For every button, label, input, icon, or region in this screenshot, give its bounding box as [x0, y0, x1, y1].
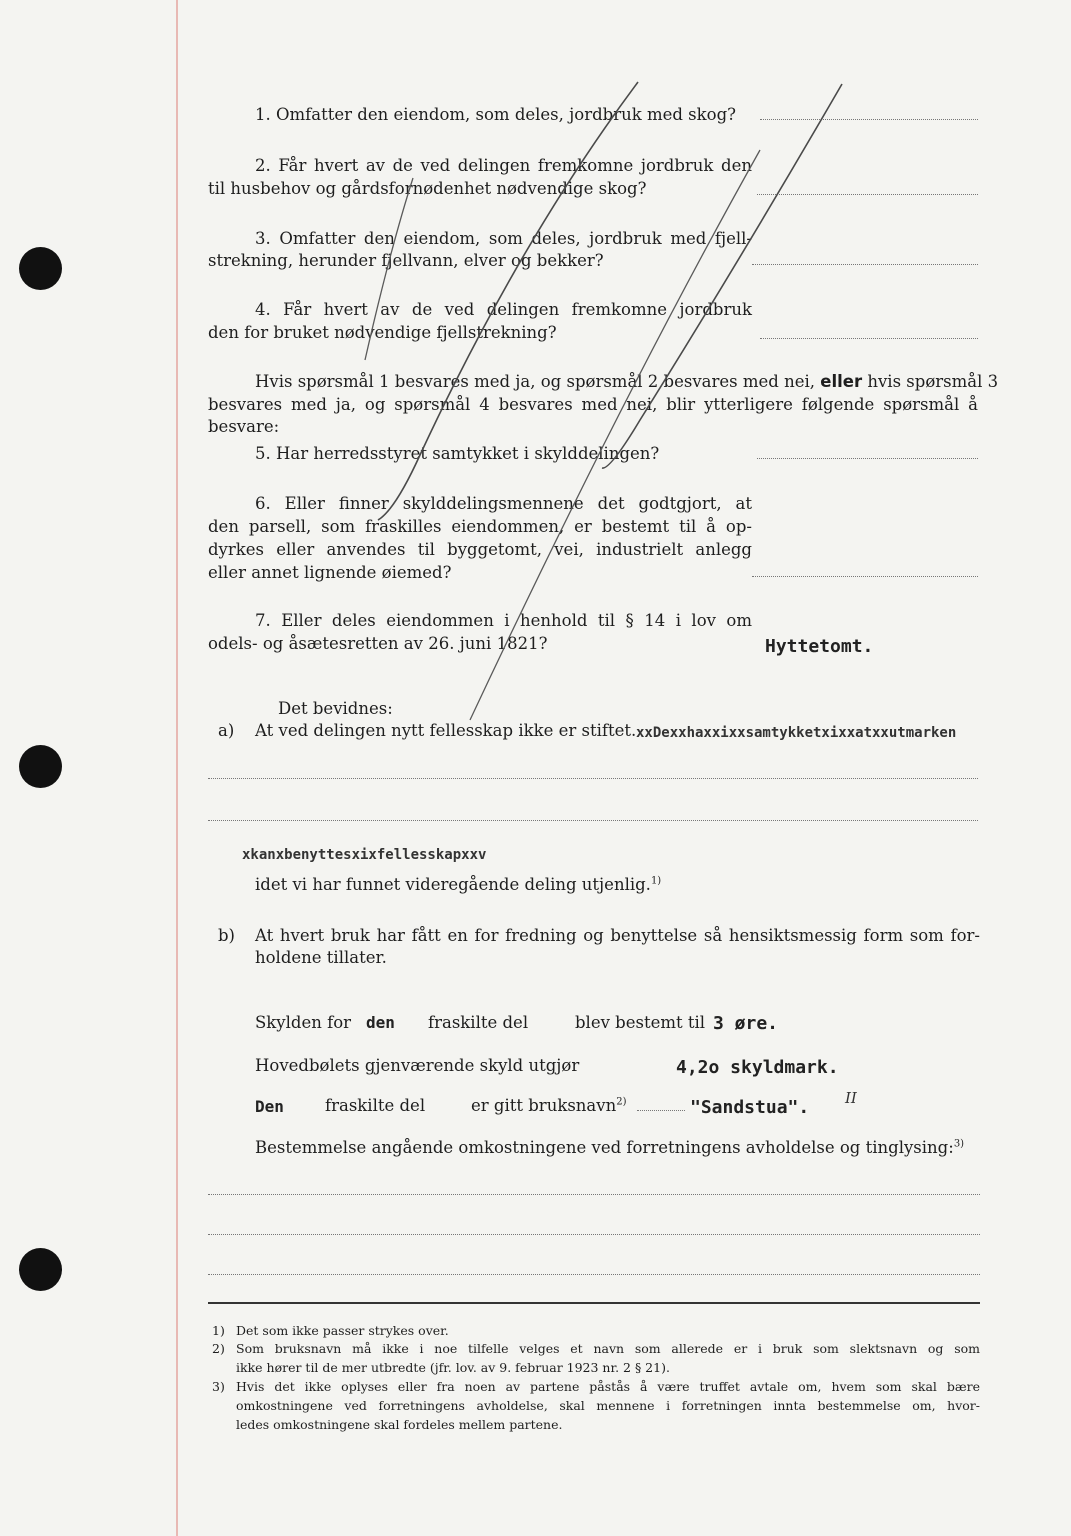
condition-line1-b: hvis spørsmål 3 — [867, 372, 999, 391]
footnote-2-mark: 2) — [212, 1341, 225, 1356]
question-6-line2: den parsell, som fraskilles eiendommen, er bestemt til å op- — [208, 517, 752, 536]
footnote-3-mark: 3) — [212, 1379, 225, 1394]
question-4-line1: 4. Får hvert av de ved delingen fremkomne jordbruk — [255, 300, 752, 319]
question-7-line2: odels- og åsætesretten av 26. juni 1821? — [208, 634, 548, 653]
footnote-ref-3: 3) — [953, 1138, 965, 1150]
footnote-2-line2: ikke hører til de mer utbredte (jfr. lov. av 9. februar 1923 nr. 2 § 21). — [236, 1360, 670, 1375]
question-6-line1: 6. Eller finner skylddelingsmennene det godtgjort, at — [255, 494, 752, 513]
attest-a-struck-text-2: xkanxbenyttesxixfellesskapxxv — [242, 847, 487, 863]
attest-a-struck-text: xxDexxhaxxixxsamtykketxixxatxxutmarken — [636, 725, 957, 741]
skyld-l3-c-text: er gitt bruksnavn — [471, 1096, 617, 1115]
skyld-l4-text: Bestemmelse angående omkostningene ved forretningens avholdelse og tinglysing: — [255, 1138, 954, 1157]
footnote-ref-2: 2) — [616, 1096, 627, 1108]
skyld-l3-value: "Sandstua". — [690, 1097, 810, 1118]
question-5: 5. Har herredsstyret samtykket i skylddelingen? — [255, 444, 660, 463]
attest-a-text: At ved delingen nytt fellesskap ikke er stiftet. — [255, 721, 637, 740]
attest-intro: Det bevidnes: — [278, 699, 393, 718]
condition-bold-word: eller — [820, 372, 863, 391]
pen-stroke-4 — [365, 178, 413, 360]
attest-b-line2: holdene tillater. — [255, 948, 387, 967]
question-4-line2: den for bruket nødvendige fjellstrekning? — [208, 323, 557, 342]
footnote-3-line3: ledes omkostningene skal fordeles mellem partene. — [236, 1417, 563, 1432]
skyld-l1-value: 3 øre. — [713, 1013, 779, 1034]
skyld-l3-b: fraskilte del — [325, 1096, 426, 1115]
question-6-line4: eller annet lignende øiemed? — [208, 563, 452, 582]
skyld-l2-value: 4,2o skyldmark. — [676, 1057, 839, 1078]
skyld-l1-den: den — [366, 1013, 395, 1032]
attest-a-label: a) — [218, 721, 235, 740]
footnote-1-text: Det som ikke passer strykes over. — [236, 1323, 449, 1338]
question-7-answer: Hyttetomt. — [765, 636, 874, 657]
footnote-3-line1: Hvis det ikke oplyses eller fra noen av partene påstås å være truffet avtale om, hvem som skal bære — [236, 1379, 980, 1394]
footnote-3-line2: omkostningene ved forretningens avholdelse, skal mennene i forretningen innta bestemmelse om, hvor- — [236, 1398, 980, 1413]
skyld-l3-den: Den — [255, 1097, 284, 1116]
footnote-ref-1: 1) — [650, 875, 662, 887]
condition-line2: besvares med ja, og spørsmål 4 besvares med nei, blir ytterligere følgende spørsmål å besvare: — [208, 395, 978, 436]
question-3-line1: 3. Omfatter den eiendom, som deles, jordbruk med fjell- — [255, 229, 752, 248]
attest-b-line1: At hvert bruk har fått en for fredning og benyttelse så hensiktsmessig form som for- — [255, 926, 980, 945]
attest-b-label: b) — [218, 926, 235, 945]
pen-stroke-3 — [470, 150, 760, 720]
skyld-l2-label: Hovedbølets gjenværende skyld utgjør — [255, 1056, 580, 1075]
question-1: 1. Omfatter den eiendom, som deles, jordbruk med skog? — [255, 105, 736, 124]
handwritten-mark: II — [845, 1089, 857, 1107]
skyld-l1-a: Skylden for — [255, 1013, 352, 1032]
skyld-l1-b: fraskilte del — [428, 1013, 529, 1032]
pen-stroke-2 — [602, 84, 842, 468]
skyld-l1-c: blev bestemt til — [575, 1013, 706, 1032]
question-6-line3: dyrkes eller anvendes til byggetomt, vei, industrielt anlegg — [208, 540, 752, 559]
footnote-1-mark: 1) — [212, 1323, 225, 1338]
attest-a-line2-text: idet vi har funnet videregående deling utjenlig. — [255, 875, 651, 894]
question-7-line1: 7. Eller deles eiendommen i henhold til § 14 i lov om — [255, 611, 752, 630]
question-3-line2: strekning, herunder fjellvann, elver og bekker? — [208, 251, 604, 270]
condition-line1-a: Hvis spørsmål 1 besvares med ja, og spørsmål 2 besvares med nei, — [255, 372, 816, 391]
question-2-line2: til husbehov og gårdsfornødenhet nødvendige skog? — [208, 179, 647, 198]
question-2-line1: 2. Får hvert av de ved delingen fremkomne jordbruk den — [255, 156, 752, 175]
footnote-2-line1: Som bruksnavn må ikke i noe tilfelle velges et navn som allerede er i bruk som slektsnavn og som — [236, 1341, 980, 1356]
